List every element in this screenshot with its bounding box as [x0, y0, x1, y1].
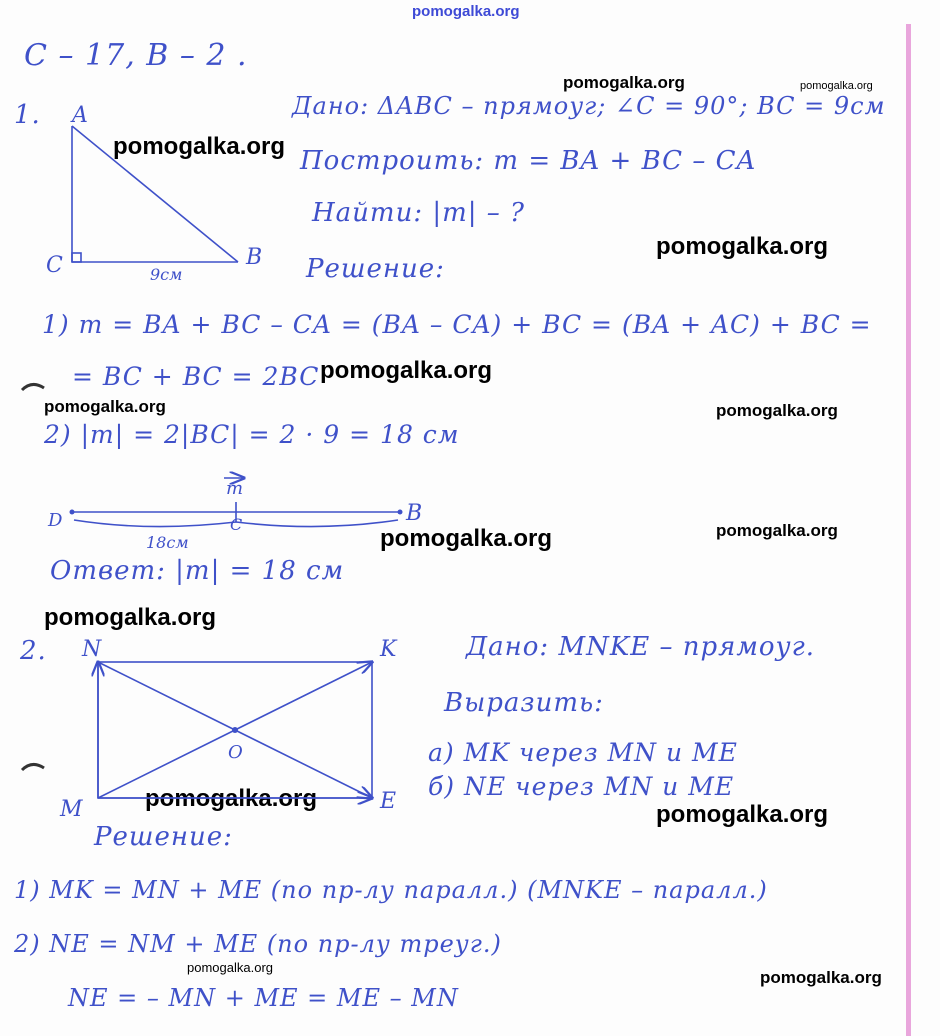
watermark: pomogalka.org: [113, 133, 286, 160]
vertex-e-label: E: [380, 789, 397, 814]
task1-step2: 2) |m| = 2|BC| = 2 · 9 = 18 см: [44, 420, 460, 449]
rectangle-mnke: [59, 637, 398, 822]
watermark: pomogalka.org: [656, 233, 829, 260]
task1-find: Найти: |m| – ?: [312, 198, 525, 228]
watermark: pomogalka.org: [44, 397, 166, 416]
vertex-b-label: B: [246, 245, 263, 270]
side-bc-label: 9см: [150, 265, 183, 284]
center-o-label: O: [228, 742, 243, 763]
watermark: pomogalka.org: [320, 357, 493, 384]
task2-a: а) MK через MN и ME: [428, 738, 738, 767]
right-triangle: [46, 103, 262, 284]
watermark: pomogalka.org: [760, 968, 882, 987]
point-c-label: C: [230, 515, 243, 534]
watermark: pomogalka.org: [716, 401, 838, 420]
task1-build: Построить: m = BA + BC – CA: [300, 146, 757, 176]
task1-given: Дано: ΔABC – прямоуг; ∠C = 90°; BC = 9см: [292, 92, 886, 120]
vertex-k-label: K: [380, 637, 397, 662]
task1-number: 1.: [14, 100, 41, 130]
vertex-m-label: M: [60, 797, 83, 822]
task2-b: б) NE через MN и ME: [428, 772, 735, 801]
watermark: pomogalka.org: [380, 525, 553, 552]
vector-m-label: m: [226, 478, 244, 499]
hole-punch-mark: [22, 384, 44, 390]
hole-punch-mark: [22, 764, 44, 770]
watermark: pomogalka.org: [716, 521, 838, 540]
watermark: pomogalka.org: [563, 73, 685, 92]
task2-given: Дано: MNKE – прямоуг.: [466, 632, 816, 662]
task2-step3: NE = – MN + ME = ME – MN: [68, 984, 459, 1012]
point-b-label: B: [406, 501, 423, 526]
watermark: pomogalka.org: [44, 604, 217, 631]
vertex-a-label: A: [72, 103, 88, 128]
watermark: pomogalka.org: [800, 80, 873, 92]
vertex-c-label: C: [46, 253, 63, 278]
task1-solution-title: Решение:: [306, 254, 445, 284]
task1-answer: Ответ: |m| = 18 см: [50, 556, 345, 586]
segment-length-label: 18см: [146, 533, 189, 552]
watermark: pomogalka.org: [656, 801, 829, 828]
task2-solution-title: Решение:: [94, 822, 233, 852]
top-watermark: pomogalka.org: [412, 3, 520, 20]
task2-step2: 2) NE = NM + ME (по пр-лу треуг.): [14, 930, 502, 958]
task1-step1: 1) m = BA + BC – CA = (BA – CA) + BC = (BA + AC) + BC =: [42, 310, 872, 339]
watermark: pomogalka.org: [187, 960, 273, 975]
task1-step1b: = BC + BC = 2BC: [72, 362, 320, 391]
vertex-n-label: N: [82, 637, 102, 662]
task2-step1: 1) MK = MN + ME (по пр-лу паралл.) (MNKE – паралл.): [14, 876, 768, 904]
point-d-label: D: [48, 510, 63, 531]
variant-header: С – 17, В – 2 .: [24, 38, 248, 73]
task2-express: Выразить:: [444, 688, 604, 718]
task2-number: 2.: [20, 636, 47, 666]
watermark: pomogalka.org: [145, 785, 318, 812]
vector-m-segment: [47, 478, 422, 552]
